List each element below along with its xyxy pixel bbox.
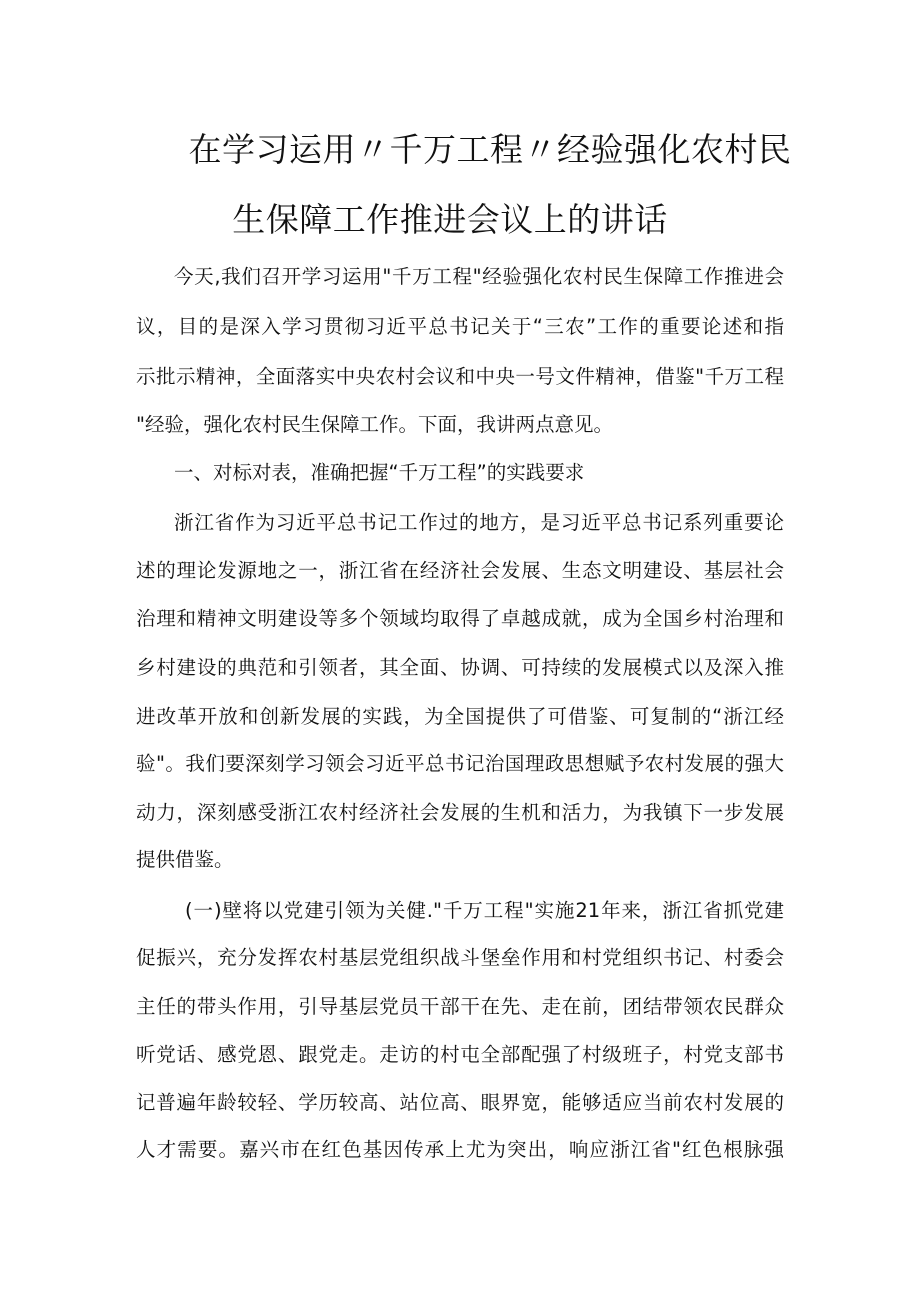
paragraph-3-line-5: 进改革开放和创新发展的实践，为全国提供了可借鉴、可复制的“浙江经 — [136, 705, 784, 728]
paragraph-4-line-1: (一)壁将以党建引领为关健."千万工程"实施21年来，浙江省抓党建 — [185, 899, 784, 922]
paragraph-4-line-5: 记普遍年龄较轻、学历较高、站位高、眼界宽，能够适应当前农村发展的 — [136, 1091, 784, 1114]
paragraph-1-line-1: 今天,我们召开学习运用"千万工程"经验强化农村民生保障工作推进会 — [174, 265, 784, 288]
paragraph-1-line-4: "经验，强化农村民生保障工作。下面，我讲两点意见。 — [136, 413, 613, 436]
section-heading-1: 一、对标对表，准确把握“千万工程”的实践要求 — [174, 461, 585, 484]
paragraph-3-line-7: 动力，深刻感受浙江农村经济社会发展的生机和活力，为我镇下一步发展 — [136, 801, 784, 824]
paragraph-4-line-6: 人才需要。嘉兴市在红色基因传承上尤为突出，响应浙江省"红色根脉强 — [136, 1138, 784, 1161]
paragraph-1-line-3: 示批示精神，全面落实中央农村会议和中央一号文件精神，借鉴"千万工程 — [136, 365, 784, 388]
paragraph-4-line-4: 听党话、感党恩、跟党走。走访的村屯全部配强了村级班子，村党支部书 — [136, 1043, 784, 1066]
document-title-line-2: 生保障工作推进会议上的讲话 — [232, 200, 668, 239]
paragraph-4-line-2: 促振兴，充分发挥农村基层党组织战斗堡垒作用和村党组织书记、村委会 — [136, 946, 784, 969]
paragraph-3-line-4: 乡村建设的典范和引领者，其全面、协调、可持续的发展模式以及深入推 — [136, 656, 784, 679]
paragraph-4-line-3: 主任的带头作用，引导基层党员干部干在先、走在前，团结带领农民群众 — [136, 995, 784, 1018]
paragraph-3-line-6: 验"。我们要深刻学习领会习近平总书记治国理政思想赋予农村发展的强大 — [136, 752, 784, 775]
paragraph-3-line-2: 述的理论发源地之一，浙江省在经济社会发展、生态文明建设、基层社会 — [136, 559, 784, 582]
paragraph-3-line-3: 治理和精神文明建设等多个领域均取得了卓越成就，成为全国乡村治理和 — [136, 607, 784, 630]
document-title-line-1: 在学习运用〃千万工程〃经验强化农村民 — [188, 130, 792, 169]
paragraph-1-line-2: 议，目的是深入学习贯彻习近平总书记关于“三农”工作的重要论述和指 — [136, 315, 784, 338]
paragraph-3-line-8: 提供借鉴。 — [136, 848, 234, 871]
paragraph-3-line-1: 浙江省作为习近平总书记工作过的地方，是习近平总书记系列重要论 — [174, 511, 784, 534]
